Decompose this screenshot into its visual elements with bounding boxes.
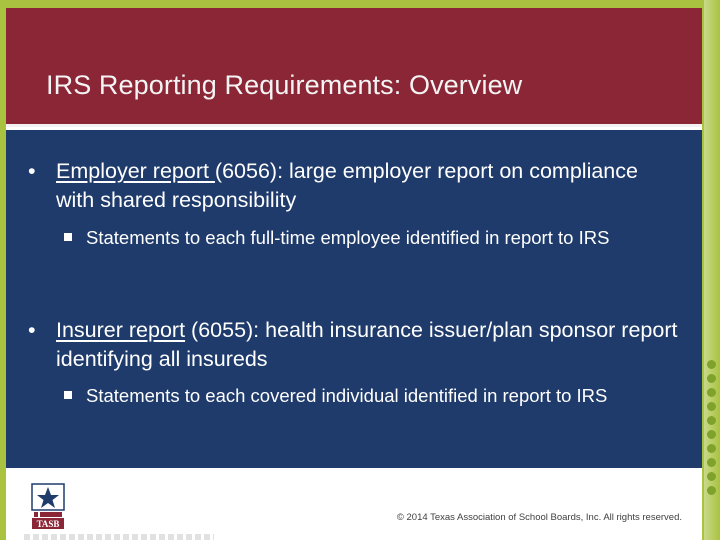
bullet-symbol: • bbox=[28, 159, 36, 183]
slide bbox=[6, 8, 702, 540]
bullet-employer-report bbox=[28, 157, 678, 215]
decorative-dot bbox=[707, 430, 716, 439]
decorative-dot bbox=[707, 360, 716, 369]
sub-bullet-text: Statements to each full-time employee identified in report to IRS bbox=[86, 227, 610, 248]
decorative-dot bbox=[707, 388, 716, 397]
slide-header bbox=[6, 8, 702, 127]
bullet-rest-text: (6056): large employer report on compliance with shared responsibility bbox=[56, 159, 638, 212]
footer-url-strip bbox=[24, 534, 214, 540]
logo-text: TASB bbox=[36, 519, 60, 529]
bullet-symbol: • bbox=[28, 318, 36, 342]
slide-footer bbox=[6, 468, 702, 540]
decorative-dot bbox=[707, 444, 716, 453]
decorative-dot bbox=[707, 416, 716, 425]
copyright-notice: © 2014 Texas Association of School Boards, Inc. All rights reserved. bbox=[396, 512, 682, 523]
bullet-rest-text: (6055): health insurance issuer/plan sponsor report identifying all insureds bbox=[56, 318, 678, 371]
square-bullet-icon bbox=[64, 391, 72, 399]
decorative-dots bbox=[706, 360, 720, 510]
square-bullet-icon bbox=[64, 233, 72, 241]
decorative-dot bbox=[707, 402, 716, 411]
slide-body bbox=[6, 130, 702, 468]
bullet-text bbox=[56, 316, 678, 374]
decorative-dot bbox=[707, 472, 716, 481]
insurer-report-link[interactable]: Insurer report bbox=[56, 318, 186, 342]
sub-bullet-employee-statements bbox=[64, 224, 674, 251]
bullet-insurer-report bbox=[28, 316, 678, 374]
tasb-logo-icon bbox=[28, 482, 68, 530]
decorative-dot bbox=[707, 374, 716, 383]
decorative-dot bbox=[707, 458, 716, 467]
employer-report-link[interactable]: Employer report bbox=[56, 159, 215, 183]
sub-bullet-text: Statements to each covered individual identified in report to IRS bbox=[86, 385, 608, 406]
slide-title: IRS Reporting Requirements: Overview bbox=[46, 70, 523, 100]
decorative-dot bbox=[707, 486, 716, 495]
sub-bullet-individual-statements bbox=[64, 382, 674, 409]
bullet-text bbox=[56, 157, 678, 215]
